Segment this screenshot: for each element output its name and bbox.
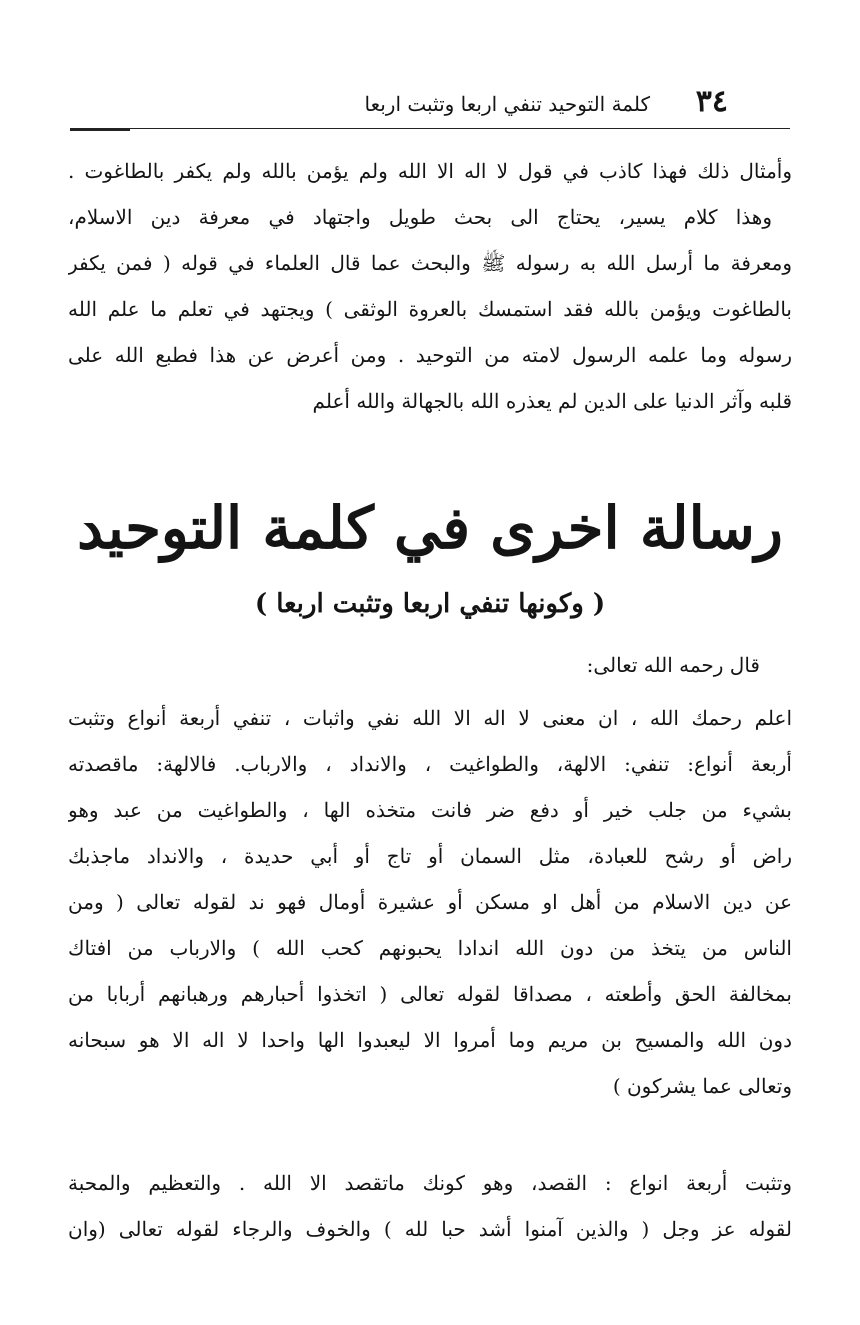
text-line: وأمثال ذلك فهذا كاذب في قول لا اله الا الله ولم يؤمن بالله ولم يكفر بالطاغوت .: [68, 159, 792, 183]
text-line: عن دين الاسلام من أهل او مسكن أو عشيرة أومال فهو ند لقوله تعالى ( ومن: [68, 890, 792, 914]
text-line: بشيء من جلب خير أو دفع ضر فانت متخذه الها ، والطواغيت من عبد وهو: [68, 798, 792, 822]
text-line: قلبه وآثر الدنيا على الدين لم يعذره الله بالجهالة والله أعلم: [312, 389, 792, 413]
page-number: ٣٤: [695, 84, 728, 119]
top-paragraph: [68, 148, 792, 424]
text-line: راض أو رشح للعبادة، مثل السمان أو تاج أو أبي حديدة ، والانداد ماجذبك: [68, 844, 792, 868]
text-line: الناس من يتخذ من دون الله اندادا يحبونهم كحب الله ) والارباب من افتاك: [68, 936, 792, 960]
header-rule-accent: [70, 129, 130, 131]
text-line: بالطاغوت ويؤمن بالله فقد استمسك بالعروة الوثقى ) ويجتهد في تعلم ما علم الله: [68, 297, 792, 321]
section-heading: رسالة اخرى في كلمة التوحيد: [77, 494, 783, 562]
running-title: كلمة التوحيد تنفي اربعا وتثبت اربعا: [364, 92, 650, 116]
text-line: ومعرفة ما أرسل الله به رسوله ﷺ والبحث عما قال العلماء في قوله ( فمن يكفر: [68, 251, 792, 275]
text-line: وتثبت أربعة انواع : القصد، وهو كونك ماتقصد الا الله . والتعظيم والمحبة: [68, 1171, 792, 1195]
text-line: دون الله والمسيح بن مريم وما أمروا الا ليعبدوا الها واحدا لا اله الا هو سبحانه: [68, 1028, 792, 1052]
text-line: لقوله عز وجل ( والذين آمنوا أشد حبا لله ) والخوف والرجاء لقوله تعالى (وان: [68, 1217, 792, 1241]
intro-line: قال رحمه الله تعالى:: [586, 653, 760, 677]
text-line: اعلم رحمك الله ، ان معنى لا اله الا الله نفي واثبات ، تنفي أربعة أنواع وتثبت: [68, 706, 792, 730]
text-line: أربعة أنواع: تنفي: الالهة، والطواغيت ، والانداد ، والارباب. فالالهة: ماقصدته: [68, 752, 792, 776]
text-line: رسوله وما علمه الرسول لامته من التوحيد . ومن أعرض عن هذا فطبع الله على: [68, 343, 792, 367]
text-line: وتعالى عما يشركون ): [612, 1074, 792, 1098]
body-paragraph-1: [68, 695, 792, 1109]
text-line: بمخالفة الحق وأطعته ، مصداقا لقوله تعالى ( اتخذوا أحبارهم ورهبانهم أربابا من: [68, 982, 792, 1006]
section-subheading: ( وكونها تنفي اربعا وتثبت اربعا ): [254, 589, 606, 619]
text-line: وهذا كلام يسير، يحتاج الى بحث طويل واجتهاد في معرفة دين الاسلام،: [68, 205, 772, 229]
header-rule: [70, 128, 790, 129]
body-paragraph-2: [68, 1160, 792, 1252]
page-header: [70, 82, 790, 126]
